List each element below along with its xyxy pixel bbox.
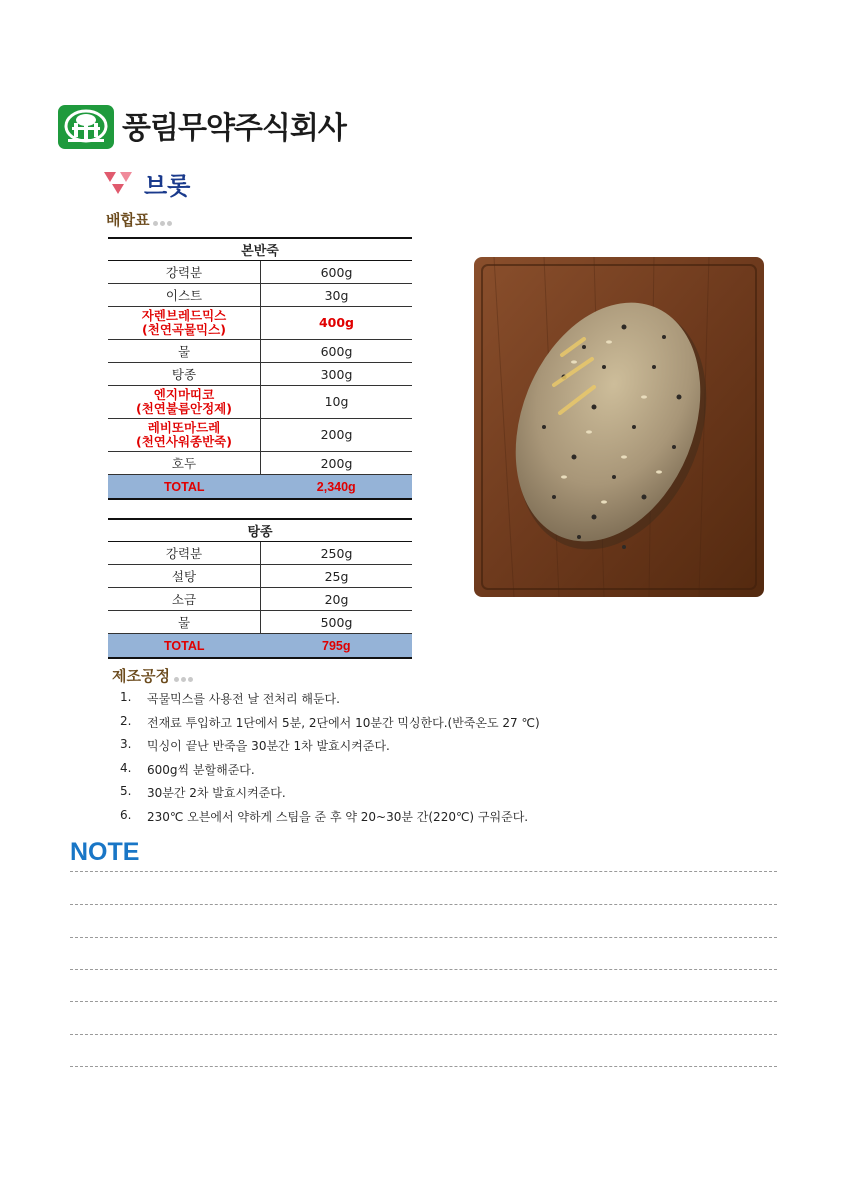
step-number: 1. [120,690,132,704]
ingredient-amount: 500g [261,611,413,634]
step-number: 5. [120,784,132,798]
ingredient-name: 강력분 [108,542,261,565]
table-row [108,452,412,475]
ingredient-name: 물 [108,611,261,634]
note-line [70,1066,777,1067]
main-dough-table-header: 본반죽 [108,238,412,261]
note-heading: NOTE [70,838,140,866]
total-value: 795g [261,634,413,659]
ingredient-name-line2: (천연사워종반죽) [136,434,232,449]
table-row [108,307,412,340]
step-text: 30분간 2차 발효시켜준다. [147,786,286,800]
note-line [70,937,777,938]
table-row [108,565,412,588]
note-line [70,904,777,905]
recipe-heading-label: 배합표 [106,211,150,229]
total-row [108,634,412,659]
step-text: 600g씩 분할해준다. [147,762,255,777]
list-item [120,784,540,808]
company-name: 풍림무약주식회사 [122,111,346,146]
ingredient-name: 강력분 [108,261,261,284]
step-text: 믹싱이 끝난 반죽을 30분간 1차 발효시켜준다. [147,739,390,753]
total-row [108,475,412,500]
list-item [120,737,540,761]
heading-dots-icon [174,668,195,686]
list-item [120,761,540,785]
table-row [108,588,412,611]
table-row [108,386,412,419]
ingredient-name [108,386,261,419]
ingredient-name-line1: 엔지마띠코 [153,387,215,402]
list-item [120,808,540,832]
table-row [108,419,412,452]
ingredient-amount: 10g [261,386,413,419]
ingredient-amount: 25g [261,565,413,588]
step-number: 4. [120,760,132,775]
total-value: 2,340g [261,475,413,500]
process-heading [112,665,195,686]
total-label: TOTAL [108,634,261,659]
ingredient-name [108,307,261,340]
ingredient-name-line2: (천연곡물믹스) [142,322,226,337]
table-row [108,261,412,284]
ingredient-name [108,419,261,452]
product-title: 브롯 [144,172,191,200]
triple-triangle-icon [103,171,133,195]
ingredient-amount: 300g [261,363,413,386]
note-line [70,969,777,970]
ingredient-amount: 400g [261,307,413,340]
note-line [70,1034,777,1035]
step-number: 6. [120,807,132,822]
ingredient-name-line1: 자렌브레드믹스 [141,308,227,323]
main-dough-table [108,237,412,500]
ingredient-name: 호두 [108,452,261,475]
ingredient-name: 이스트 [108,284,261,307]
step-text: 전재료 투입하고 1단에서 5분, 2단에서 10분간 믹싱한다.(반죽온도 27 ℃) [147,715,540,730]
ingredient-amount: 250g [261,542,413,565]
table-row [108,363,412,386]
heading-dots-icon [153,212,174,230]
table-row [108,611,412,634]
table-row [108,340,412,363]
ingredient-amount: 30g [261,284,413,307]
ingredient-amount: 600g [261,340,413,363]
table-row [108,542,412,565]
ingredient-name: 탕종 [108,363,261,386]
process-steps [120,690,540,831]
ingredient-amount: 20g [261,588,413,611]
process-heading-label: 제조공정 [112,667,170,685]
note-line [70,871,777,872]
ingredient-name: 설탕 [108,565,261,588]
ingredient-amount: 600g [261,261,413,284]
ingredient-name: 물 [108,340,261,363]
tangjong-table-header: 탕종 [108,519,412,542]
bread-photo [474,257,764,597]
step-text: 곡물믹스를 사용전 날 전처리 해둔다. [147,692,340,706]
company-logo-icon [58,105,114,149]
total-label: TOTAL [108,475,261,500]
list-item [120,714,540,738]
step-number: 3. [120,737,132,751]
step-text: 230℃ 오븐에서 약하게 스팀을 준 후 약 20~30분 간(220℃) 구워준다. [147,809,529,824]
ingredient-amount: 200g [261,419,413,452]
note-line [70,1001,777,1002]
table-row [108,284,412,307]
ingredient-amount: 200g [261,452,413,475]
recipe-heading [106,209,174,230]
ingredient-name-line2: (천연불름안정제) [136,401,232,416]
step-number: 2. [120,713,132,728]
ingredient-name-line1: 레비또마드레 [147,420,221,435]
list-item [120,690,540,714]
tangjong-table [108,518,412,659]
ingredient-name: 소금 [108,588,261,611]
